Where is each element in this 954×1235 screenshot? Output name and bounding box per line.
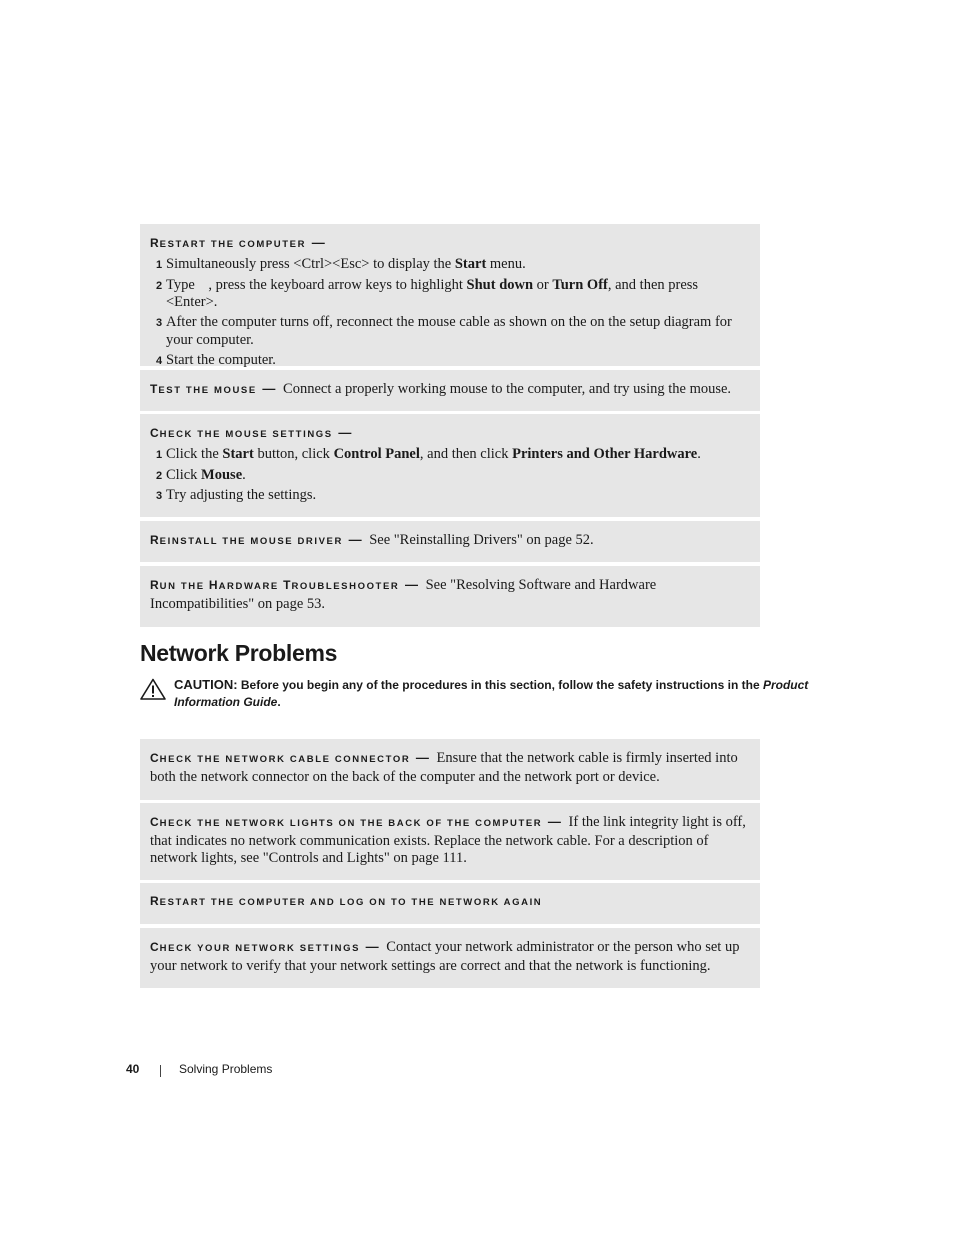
restart-computer-box — [140, 224, 760, 366]
network-cable-box: CHECK THE NETWORK CABLE CONNECTOR — Ensure that the network cable is firmly inserted into both the network connector on the back of the computer and the network port or device. — [140, 739, 760, 800]
section-title: Network Problems — [140, 640, 338, 666]
test-mouse-box: TEST THE MOUSE — Connect a properly working mouse to the computer, and try using the mouse. — [140, 370, 760, 411]
reinstall-driver-text: See "Reinstalling Drivers" on page 52. — [369, 532, 594, 548]
restart-network-heading: RESTART THE COMPUTER AND LOG ON TO THE NETWORK AGAIN — [150, 894, 543, 908]
network-settings-text: Contact your network administrator or the person who set up your network to verify that your network settings are correct and that the network is functioning. — [150, 939, 740, 974]
footer-section-name: Solving Problems — [179, 1062, 273, 1076]
network-cable-text: Ensure that the network cable is firmly inserted into both the network connector on the back of the computer and the network port or device. — [150, 750, 738, 785]
page-number: 40 — [126, 1062, 140, 1076]
step-item: 2 Click Mouse. — [156, 466, 246, 483]
troubleshooter-heading: RUN THE HARDWARE TROUBLESHOOTER — [150, 578, 400, 592]
network-settings-heading: CHECK YOUR NETWORK SETTINGS — [150, 940, 361, 954]
restart-computer-heading: RESTART THE COMPUTER — — [150, 235, 325, 250]
network-lights-text: If the link integrity light is off, that indicates no network communication exists. Replace the network cable. For a description of network lights, see "Controls and Lights" on page 111. — [150, 814, 746, 866]
step-item: 1 Simultaneously press <Ctrl><Esc> to display the Start menu. — [156, 256, 526, 272]
footer-divider — [160, 1065, 161, 1077]
test-mouse-text: Connect a properly working mouse to the computer, and try using the mouse. — [283, 381, 732, 397]
test-mouse-heading: TEST THE MOUSE — [150, 382, 257, 396]
product-guide-title: Product Information Guide — [174, 678, 809, 709]
reinstall-driver-heading: REINSTALL THE MOUSE DRIVER — [150, 533, 343, 547]
step-item: 3 Try adjusting the settings. — [156, 487, 317, 503]
caution-notice: CAUTION: Before you begin any of the procedures in this section, follow the safety instructions in the Product Information Guide. — [140, 676, 820, 711]
step-item: 4 Start the computer. — [156, 351, 276, 368]
troubleshooter-box: RUN THE HARDWARE TROUBLESHOOTER — See "Resolving Software and Hardware Incompatibilities" on page 53. — [140, 566, 760, 627]
step-item: 3 After the computer turns off, reconnect the mouse cable as shown on the on the setup diagram for your computer. — [156, 314, 732, 348]
network-lights-box: CHECK THE NETWORK LIGHTS ON THE BACK OF THE COMPUTER — If the link integrity light is off, that indicates no network communication exists. Replace the network cable. For a description of network lights, see "Controls and Lights" on page 111. — [140, 803, 760, 880]
troubleshooter-text: See "Resolving Software and Hardware Incompatibilities" on page 53. — [150, 577, 657, 612]
page-footer — [126, 1062, 273, 1076]
caution-label: CAUTION: — [174, 677, 238, 692]
caution-text: Before you begin any of the procedures in this section, follow the safety instructions in the — [240, 678, 763, 692]
reinstall-driver-box: REINSTALL THE MOUSE DRIVER — See "Reinstalling Drivers" on page 52. — [140, 521, 760, 562]
check-mouse-settings-box — [140, 414, 760, 517]
step-item: 1 Click the Start button, click Control Panel, and then click Printers and Other Hardware. — [156, 446, 701, 462]
network-lights-heading: CHECK THE NETWORK LIGHTS ON THE BACK OF THE COMPUTER — [150, 815, 543, 829]
check-mouse-settings-heading: CHECK THE MOUSE SETTINGS — — [150, 425, 352, 440]
restart-network-box — [140, 883, 760, 924]
network-settings-box: CHECK YOUR NETWORK SETTINGS — Contact your network administrator or the person who set up your network to verify that your network settings are correct and that the network is functioning. — [140, 928, 760, 988]
step-item: 2 Type , press the keyboard arrow keys to highlight Shut down or Turn Off, and then press <Enter>. — [156, 276, 699, 310]
network-cable-heading: CHECK THE NETWORK CABLE CONNECTOR — [150, 751, 411, 765]
warning-triangle-icon — [140, 678, 166, 705]
